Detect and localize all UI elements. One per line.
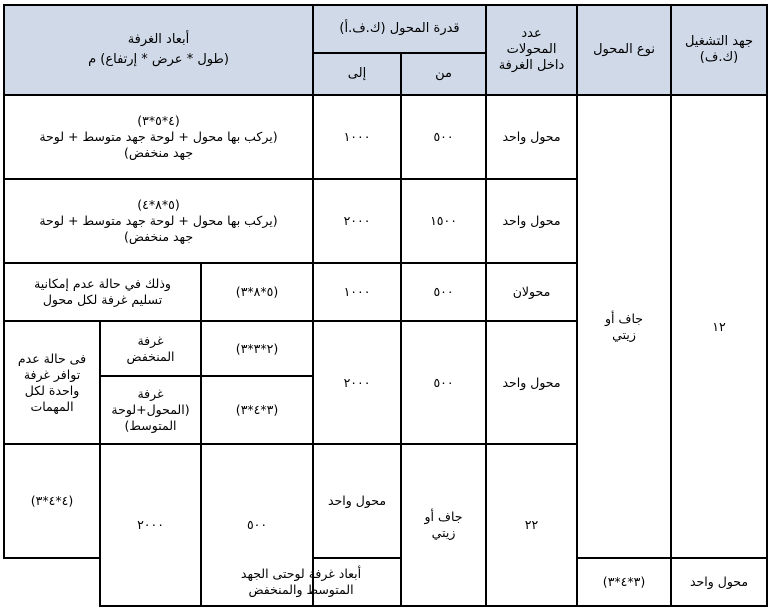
dimensions-note-cell: أبعاد غرفة لوحتى الجهد المتوسط والمنخفض [201,558,401,606]
dimensions-value-cell: (٤*٤*٣) [4,444,100,558]
capacity-to-cell: ٢٠٠٠ [313,179,401,263]
header-capacity-to: إلى [313,53,401,95]
voltage-cell: ١٢ [671,95,767,558]
header-capacity-from: من [401,53,486,95]
header-capacity: قدرة المحول (ك.ف.أ) [313,5,486,53]
count-cell: محولان [486,263,577,321]
dimensions-value-cell: (٣*٤*٣) [201,376,313,444]
count-cell: محول واحد [671,558,767,606]
header-transformer-count: عدد المحولات داخل الغرفة [486,5,577,95]
type-cell: جاف أو زيتي [577,95,671,558]
dimensions-value-cell: (٢*٣*٣) [201,321,313,376]
room-label-cell: غرفة (المحول+لوحة المتوسط) [100,376,201,444]
specifications-table [3,4,768,607]
count-cell: محول واحد [486,95,577,179]
capacity-from-cell: ٥٠٠ [401,321,486,444]
capacity-to-cell: ٢٠٠٠ [100,444,201,606]
capacity-to-cell: ٢٠٠٠ [313,321,401,444]
capacity-from-cell: ١٥٠٠ [401,179,486,263]
header-voltage: جهد التشغيل (ك.ف) [671,5,767,95]
dimensions-cell: (٤*٥*٣) (يركب بها محول + لوحة جهد متوسط + لوحة جهد منخفض) [4,95,313,179]
room-label-cell: غرفة المنخفض [100,321,201,376]
count-cell: محول واحد [486,321,577,444]
capacity-from-cell: ٥٠٠ [401,95,486,179]
dimensions-value-cell: (٣*٤*٣) [577,558,671,606]
count-cell: محول واحد [313,444,401,558]
capacity-to-cell: ١٠٠٠ [313,263,401,321]
dimensions-note-cell: فى حالة عدم توافر غرفة واحدة لكل المهمات [4,321,100,444]
capacity-from-cell: ٥٠٠ [201,444,313,606]
dimensions-value-cell: (٥*٨*٣) [201,263,313,321]
header-transformer-type: نوع المحول [577,5,671,95]
header-room-dimensions: أبعاد الغرفة (طول * عرض * إرتفاع) م [4,5,313,95]
capacity-to-cell: ١٠٠٠ [313,95,401,179]
capacity-from-cell: ٥٠٠ [401,263,486,321]
count-cell: محول واحد [486,179,577,263]
voltage-cell: ٢٢ [486,444,577,606]
dimensions-cell: (٥*٨*٤) (يركب بها محول + لوحة جهد متوسط + لوحة جهد منخفض) [4,179,313,263]
type-cell: جاف أو زيتي [401,444,486,606]
dimensions-note-cell: وذلك في حالة عدم إمكانية تسليم غرفة لكل محول [4,263,201,321]
